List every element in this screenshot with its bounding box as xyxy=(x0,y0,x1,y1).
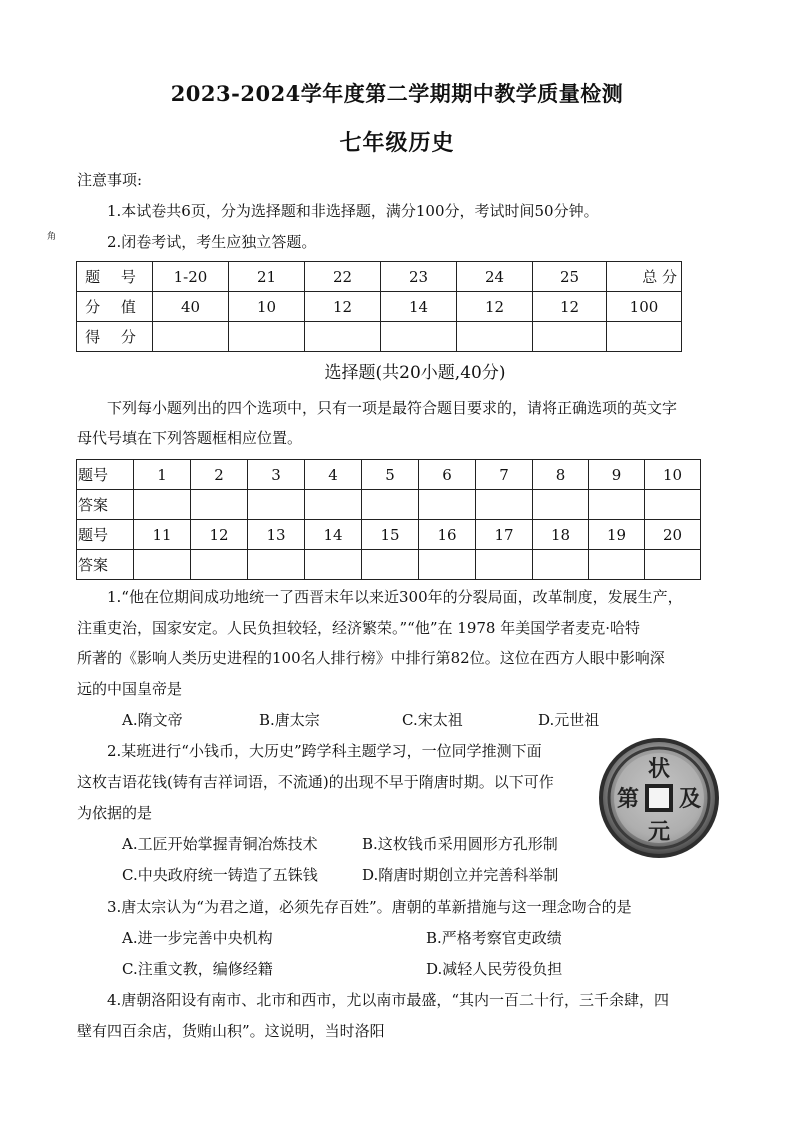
answer-cell[interactable] xyxy=(533,490,589,520)
coin-char-bottom: 元 xyxy=(647,819,671,845)
question-number: 2 xyxy=(191,460,248,490)
score-col-header: 24 xyxy=(457,262,533,292)
q4-text-2: 壁有四百余店，货贿山积”。这说明，当时洛阳 xyxy=(77,1022,385,1040)
section-heading: 选择题(共20小题,40分) xyxy=(324,363,506,383)
score-col-header: 21 xyxy=(229,262,305,292)
answer-cell[interactable] xyxy=(191,550,248,580)
answer-table-row xyxy=(77,490,701,520)
question-number: 19 xyxy=(589,520,645,550)
margin-mark: 角 xyxy=(47,232,57,242)
question-number: 9 xyxy=(589,460,645,490)
q3-option-a[interactable]: A.进一步完善中央机构 xyxy=(122,929,273,947)
q2-option-b[interactable]: B.这枚钱币采用圆形方孔形制 xyxy=(362,835,558,853)
answer-cell[interactable] xyxy=(191,490,248,520)
question-number: 14 xyxy=(305,520,362,550)
answer-cell[interactable] xyxy=(134,490,191,520)
q1-option-c[interactable]: C.宋太祖 xyxy=(402,711,463,729)
question-number: 5 xyxy=(362,460,419,490)
score-cell: 100 xyxy=(607,292,682,322)
question-number: 15 xyxy=(362,520,419,550)
answer-cell[interactable] xyxy=(589,550,645,580)
question-number: 18 xyxy=(533,520,589,550)
q1-text-2: 注重吏治，国家安定。人民负担较轻，经济繁荣。”“他”在 1978 年美国学者麦克·哈特 xyxy=(77,619,640,637)
q1-option-a[interactable]: A.隋文帝 xyxy=(122,711,183,729)
question-number: 7 xyxy=(476,460,533,490)
score-blank-cell xyxy=(607,322,682,352)
q2-text-3: 为依据的是 xyxy=(77,804,153,822)
score-cell: 10 xyxy=(229,292,305,322)
answer-table xyxy=(76,459,701,580)
answer-cell[interactable] xyxy=(645,550,701,580)
score-blank-cell xyxy=(305,322,381,352)
score-blank-cell xyxy=(533,322,607,352)
question-number: 1 xyxy=(134,460,191,490)
answer-cell[interactable] xyxy=(362,490,419,520)
question-number: 8 xyxy=(533,460,589,490)
score-col-header: 25 xyxy=(533,262,607,292)
coin-char-right: 及 xyxy=(678,786,702,812)
score-col-header: 22 xyxy=(305,262,381,292)
notes-heading: 注意事项: xyxy=(77,171,143,189)
score-row-label: 得 分 xyxy=(77,322,153,352)
score-table-row-questions xyxy=(77,262,682,292)
section-instruction-1: 下列每小题列出的四个选项中，只有一项是最符合题目要求的，请将正确选项的英文字 xyxy=(107,399,678,417)
answer-cell[interactable] xyxy=(645,490,701,520)
score-row-label: 题 号 xyxy=(77,262,153,292)
score-col-header: 1-20 xyxy=(153,262,229,292)
question-number: 4 xyxy=(305,460,362,490)
question-number: 16 xyxy=(419,520,476,550)
score-table-row-points xyxy=(77,292,682,322)
q2-option-a[interactable]: A.工匠开始掌握青铜冶炼技术 xyxy=(122,835,318,853)
coin-char-left: 第 xyxy=(616,786,640,812)
notes-item-2: 2.闭卷考试，考生应独立答题。 xyxy=(107,233,317,251)
answer-cell[interactable] xyxy=(305,550,362,580)
q3-option-d[interactable]: D.减轻人民劳役负担 xyxy=(426,960,563,978)
score-blank-cell xyxy=(457,322,533,352)
q3-option-c[interactable]: C.注重文教，编修经籍 xyxy=(122,960,273,978)
answer-cell[interactable] xyxy=(589,490,645,520)
answer-cell[interactable] xyxy=(533,550,589,580)
q3-text-1: 3.唐太宗认为“为君之道，必须先存百姓”。唐朝的革新措施与这一理念吻合的是 xyxy=(107,898,632,916)
question-number: 12 xyxy=(191,520,248,550)
coin-image xyxy=(597,736,721,860)
answer-table-row xyxy=(77,550,701,580)
answer-cell[interactable] xyxy=(248,550,305,580)
score-table xyxy=(76,261,682,352)
question-number: 17 xyxy=(476,520,533,550)
score-cell: 12 xyxy=(457,292,533,322)
q2-option-c[interactable]: C.中央政府统一铸造了五铢钱 xyxy=(122,866,318,884)
question-number: 20 xyxy=(645,520,701,550)
q1-text-3: 所著的《影响人类历史进程的100名人排行榜》中排行第82位。这位在西方人眼中影响深 xyxy=(77,649,665,667)
question-number: 3 xyxy=(248,460,305,490)
answer-cell[interactable] xyxy=(134,550,191,580)
answer-row-label: 题号 xyxy=(77,460,134,490)
notes-item-1: 1.本试卷共6页，分为选择题和非选择题，满分100分，考试时间50分钟。 xyxy=(107,202,599,220)
exam-subtitle: 七年级历史 xyxy=(339,130,455,156)
score-blank-cell xyxy=(229,322,305,352)
answer-row-label: 答案 xyxy=(77,550,134,580)
score-col-header: 总 分 xyxy=(607,262,682,292)
answer-row-label: 题号 xyxy=(77,520,134,550)
answer-cell[interactable] xyxy=(476,490,533,520)
question-number: 11 xyxy=(134,520,191,550)
answer-cell[interactable] xyxy=(248,490,305,520)
question-number: 10 xyxy=(645,460,701,490)
answer-table-row xyxy=(77,460,701,490)
score-cell: 14 xyxy=(381,292,457,322)
exam-title: 2023-2024学年度第二学期期中教学质量检测 xyxy=(170,81,624,106)
q1-option-b[interactable]: B.唐太宗 xyxy=(259,711,320,729)
question-number: 13 xyxy=(248,520,305,550)
score-table-row-earned xyxy=(77,322,682,352)
score-col-header: 23 xyxy=(381,262,457,292)
coin-char-top: 状 xyxy=(647,756,671,782)
score-blank-cell xyxy=(381,322,457,352)
q3-option-b[interactable]: B.严格考察官吏政绩 xyxy=(426,929,562,947)
answer-row-label: 答案 xyxy=(77,490,134,520)
score-cell: 40 xyxy=(153,292,229,322)
q2-text-2: 这枚吉语花钱(铸有吉祥词语，不流通)的出现不早于隋唐时期。以下可作 xyxy=(77,773,554,791)
answer-cell[interactable] xyxy=(362,550,419,580)
score-cell: 12 xyxy=(533,292,607,322)
answer-table-row xyxy=(77,520,701,550)
question-number: 6 xyxy=(419,460,476,490)
q2-option-d[interactable]: D.隋唐时期创立并完善科举制 xyxy=(362,866,559,884)
q1-option-d[interactable]: D.元世祖 xyxy=(538,711,600,729)
answer-cell[interactable] xyxy=(419,550,476,580)
section-instruction-2: 母代号填在下列答题框相应位置。 xyxy=(77,429,303,447)
score-blank-cell xyxy=(153,322,229,352)
score-row-label: 分 值 xyxy=(77,292,153,322)
q1-text-4: 远的中国皇帝是 xyxy=(77,680,183,698)
score-cell: 12 xyxy=(305,292,381,322)
q2-text-1: 2.某班进行“小钱币，大历史”跨学科主题学习，一位同学推测下面 xyxy=(107,742,542,760)
answer-cell[interactable] xyxy=(419,490,476,520)
answer-cell[interactable] xyxy=(476,550,533,580)
q1-text-1: 1.“他在位期间成功地统一了西晋末年以来近300年的分裂局面，改革制度，发展生产， xyxy=(107,588,683,606)
answer-cell[interactable] xyxy=(305,490,362,520)
q4-text-1: 4.唐朝洛阳设有南市、北市和西市，尤以南市最盛，“其内一百二十行，三千余肆，四 xyxy=(107,991,669,1009)
